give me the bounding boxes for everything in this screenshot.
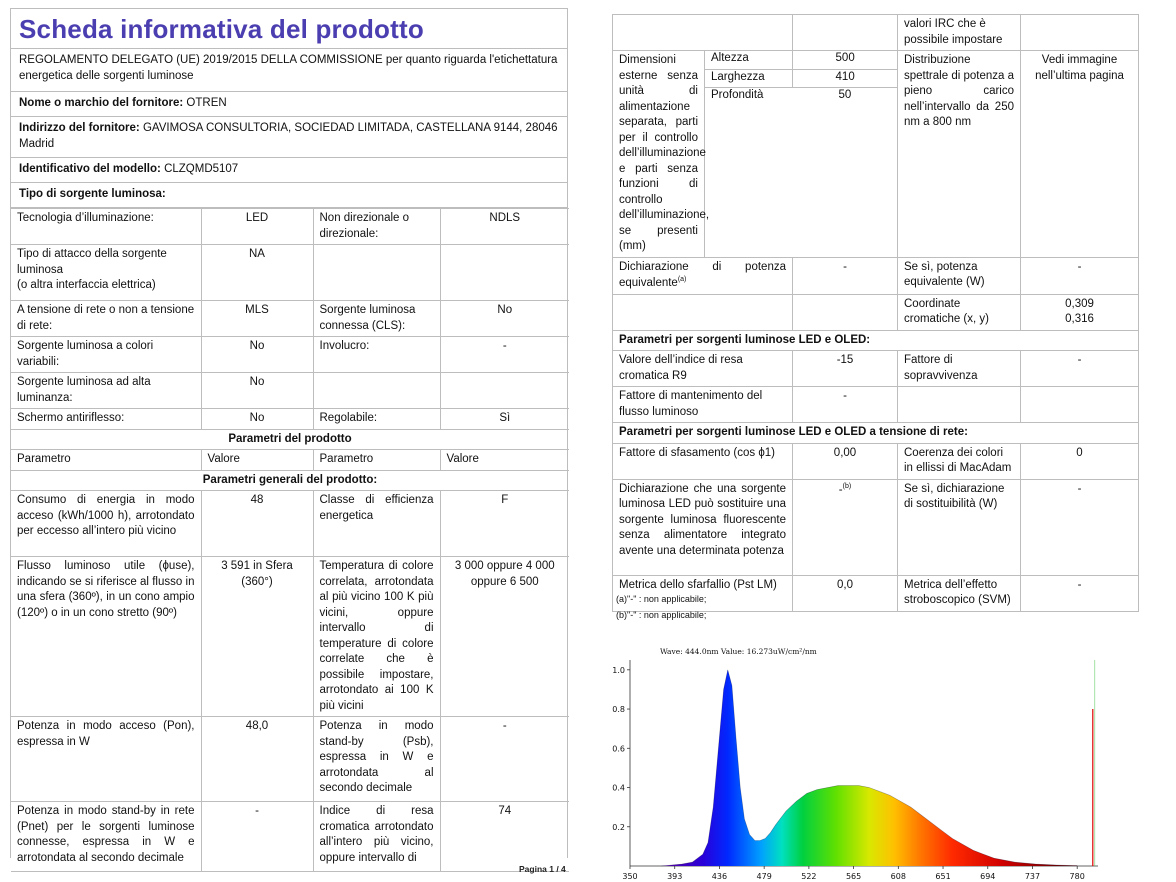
chart-title: Wave: 444.0nm Value: 16.273uW/cm²/nm [660, 647, 817, 656]
table-cell: 3 000 oppure 4 000 oppure 6 500 [440, 557, 569, 717]
table-cell: - [793, 387, 898, 423]
section-header-row [613, 423, 1139, 444]
dimension-label: Larghezza [705, 69, 793, 87]
table-row [11, 409, 569, 430]
regulation-text: REGOLAMENTO DELEGATO (UE) 2019/2015 DELLA COMMISSIONE per quanto riguarda l'etichettatura energetica delle sorgenti luminose [11, 49, 567, 92]
model-row [11, 158, 567, 183]
table-cell: Temperatura di colore correlata, arrotondata al più vicino 100 K più vicini, oppure intervallo di temperature di colore correlate che è possibile impostare, arrotondato ai 100 K più vicini [313, 557, 440, 717]
table-cell: No [201, 373, 313, 409]
column-header-row [11, 450, 569, 471]
y-tick-label: 0.8 [612, 705, 625, 715]
model-label: Identificativo del modello: [19, 163, 161, 175]
dimension-value: 410 [793, 69, 897, 87]
dimension-row [705, 51, 897, 69]
cell-text: Tipo di attacco della sorgente luminosa [17, 248, 167, 276]
table-cell: Fattore di sopravvivenza [898, 351, 1021, 387]
table-cell [1021, 15, 1139, 51]
table-cell: Se sì, dichiarazione di sostituibilità (W) [898, 479, 1021, 575]
dimension-value: 500 [793, 51, 897, 69]
table-cell [613, 15, 793, 51]
table-cell: 48 [201, 491, 313, 557]
x-tick-label: 393 [667, 872, 683, 881]
table-cell: - [440, 337, 569, 373]
model-value: CLZQMD5107 [164, 163, 239, 175]
supplier-name-value: OTREN [186, 97, 227, 109]
table-row [11, 491, 569, 557]
mains-params-heading: Parametri per sorgenti luminose LED e OLED a tensione di rete: [613, 423, 1139, 444]
table-cell: - [1021, 257, 1139, 294]
table-row [11, 337, 569, 373]
table-cell: No [201, 337, 313, 373]
table-cell: Coordinate cromatiche (x, y) [898, 294, 1021, 330]
x-tick-label: 565 [845, 872, 862, 881]
table-cell [793, 15, 898, 51]
source-type-table [11, 208, 569, 872]
x-tick-label: 522 [801, 872, 817, 881]
dimension-value: 50 [838, 88, 852, 101]
table-row [11, 717, 569, 802]
chroma-y: 0,316 [1065, 313, 1094, 326]
equivalent-power-label [613, 257, 793, 294]
equivalent-power-text: Dichiarazione di potenza equivalente [619, 260, 786, 290]
table-cell: - [201, 802, 313, 872]
table-cell: - [1021, 351, 1139, 387]
table-cell: Tecnologia d’illuminazione: [11, 209, 201, 245]
x-tick-label: 737 [1024, 872, 1041, 881]
dimension-row [705, 87, 897, 105]
table-cell: valori IRC che è possibile impostare [898, 15, 1021, 51]
table-row [613, 387, 1139, 423]
source-type-heading-text: Tipo di sorgente luminosa: [19, 188, 166, 200]
table-cell: No [201, 409, 313, 430]
section-header-row [11, 470, 569, 491]
table-row [11, 301, 569, 337]
column-header-param: Parametro [313, 450, 440, 471]
dimension-label: Altezza [705, 51, 793, 69]
continued-table [612, 14, 1139, 612]
table-cell: Potenza in modo acceso (Pon), espressa in W [11, 717, 201, 802]
table-row [11, 373, 569, 409]
y-tick-label: 0.6 [612, 744, 625, 754]
table-cell: Sorgente luminosa connessa (CLS): [313, 301, 440, 337]
x-tick-label: 608 [890, 872, 906, 881]
table-cell [793, 479, 898, 575]
y-tick-label: 0.2 [612, 822, 625, 832]
table-cell: A tensione di rete o non a tensione di rete: [11, 301, 201, 337]
y-tick-label: 0.4 [612, 783, 625, 793]
led-params-heading: Parametri per sorgenti luminose LED e OLED: [613, 330, 1139, 351]
source-type-heading [11, 183, 567, 208]
table-row [11, 802, 569, 872]
table-row [11, 209, 569, 245]
table-row [11, 557, 569, 717]
general-params-heading: Parametri generali del prodotto: [11, 470, 569, 491]
table-cell: -15 [793, 351, 898, 387]
table-cell: 0,0 [793, 575, 898, 611]
footnote-marker: (b) [842, 482, 852, 490]
dimensions-label: Dimensioni esterne senza unità di alimentazione separata, parti per il controllo dell’illuminazione e parti senza funzioni di controllo dell’illuminazione, se presenti (mm) [613, 51, 705, 258]
table-row [11, 245, 569, 301]
table-cell: Potenza in modo stand-by (Psb), espressa in W e arrotondata al secondo decimale [313, 717, 440, 802]
table-cell: Non direzionale o direzionale: [313, 209, 440, 245]
x-tick-label: 651 [935, 872, 951, 881]
table-cell [793, 294, 898, 330]
x-tick-label: 694 [980, 872, 996, 881]
table-cell: - [1021, 575, 1139, 611]
table-cell: Fattore di sfasamento (cos ϕ1) [613, 443, 793, 479]
column-header-value: Valore [440, 450, 569, 471]
table-row [613, 443, 1139, 479]
table-cell: 3 591 in Sfera (360°) [201, 557, 313, 717]
cell-subtext: (o altra interfaccia elettrica) [17, 279, 156, 292]
table-cell: No [440, 301, 569, 337]
table-cell: 0,00 [793, 443, 898, 479]
supplier-name-row [11, 92, 567, 117]
x-tick-label: 780 [1069, 872, 1085, 881]
table-cell: - [793, 257, 898, 294]
table-cell: Schermo antiriflesso: [11, 409, 201, 430]
table-cell: Indice di resa cromatica arrotondato all’intero più vicino, oppure intervallo di [313, 802, 440, 872]
table-cell [440, 245, 569, 301]
table-cell: Sorgente luminosa ad alta luminanza: [11, 373, 201, 409]
table-cell [898, 387, 1021, 423]
table-cell [1021, 387, 1139, 423]
table-cell [440, 373, 569, 409]
footnote-marker: (a) [677, 276, 687, 284]
column-header-value: Valore [201, 450, 313, 471]
section-header-row [11, 429, 569, 450]
page-number: Pagina 1 / 4 [519, 864, 566, 874]
table-cell: Consumo di energia in modo acceso (kWh/1000 h), arrotondato per eccesso all’intero più vicino [11, 491, 201, 557]
table-cell: 74 [440, 802, 569, 872]
table-cell: 0 [1021, 443, 1139, 479]
table-cell: Metrica dell’effetto stroboscopico (SVM) [898, 575, 1021, 611]
table-cell: Sorgente luminosa a colori variabili: [11, 337, 201, 373]
table-cell [613, 294, 793, 330]
table-cell: MLS [201, 301, 313, 337]
table-cell: - [1021, 479, 1139, 575]
table-cell: Valore dell’indice di resa cromatica R9 [613, 351, 793, 387]
table-row [613, 51, 1139, 258]
product-params-heading: Parametri del prodotto [11, 429, 569, 450]
dimensions-cell [705, 51, 898, 258]
table-cell: 48,0 [201, 717, 313, 802]
table-cell: Classe di efficienza energetica [313, 491, 440, 557]
spectral-distribution-chart [600, 640, 1160, 882]
dimension-label: Profondità [711, 88, 764, 101]
column-header-param: Parametro [11, 450, 201, 471]
supplier-address-value: GAVIMOSA CONSULTORIA, SOCIEDAD LIMITADA, CASTELLANA 9144, 28046 Madrid [19, 122, 558, 150]
cell-value: - [838, 483, 843, 496]
table-cell: LED [201, 209, 313, 245]
table-cell: Metrica dello sfarfallio (Pst LM) [613, 575, 793, 611]
table-row [613, 15, 1139, 51]
table-cell: Fattore di mantenimento del flusso luminoso [613, 387, 793, 423]
table-cell: Involucro: [313, 337, 440, 373]
table-row [613, 351, 1139, 387]
table-row [613, 294, 1139, 330]
spectral-label: Distribuzione spettrale di potenza a pieno carico nell’intervallo da 250 nm a 800 nm [898, 51, 1021, 258]
table-cell [313, 373, 440, 409]
supplier-name-label: Nome o marchio del fornitore: [19, 97, 184, 109]
table-cell: Se sì, potenza equivalente (W) [898, 257, 1021, 294]
spectrum-area [661, 670, 1077, 866]
plot-area [612, 660, 1098, 881]
supplier-address-label: Indirizzo del fornitore: [19, 122, 140, 134]
footnote-b: (b)"-" : non applicabile; [616, 610, 707, 620]
table-cell: Regolabile: [313, 409, 440, 430]
page-title: Scheda informativa del prodotto [11, 9, 567, 49]
table-cell [11, 245, 201, 301]
dimension-row [705, 69, 897, 87]
table-cell: Potenza in modo stand-by in rete (Pnet) per le sorgenti luminose connesse, espressa in W e arrotondata al secondo decimale [11, 802, 201, 872]
table-cell: NA [201, 245, 313, 301]
footnotes [616, 592, 706, 624]
table-cell: Sì [440, 409, 569, 430]
table-cell: Dichiarazione che una sorgente luminosa LED può sostituire una sorgente luminosa fluorescente senza alimentatore integrato avente una determinata potenza [613, 479, 793, 575]
x-tick-label: 479 [756, 872, 772, 881]
spectral-value: Vedi immagine nell’ultima pagina [1021, 51, 1139, 258]
table-cell: NDLS [440, 209, 569, 245]
table-cell: Coerenza dei colori in ellissi di MacAdam [898, 443, 1021, 479]
x-tick-label: 350 [622, 872, 638, 881]
table-cell [313, 245, 440, 301]
chroma-x: 0,309 [1065, 297, 1094, 310]
table-cell: F [440, 491, 569, 557]
supplier-address-row [11, 117, 567, 158]
table-row [613, 257, 1139, 294]
dimensions-table [705, 51, 897, 105]
y-tick-label: 1.0 [612, 665, 625, 675]
table-cell: Flusso luminoso utile (ϕuse), indicando se si riferisce al flusso in una sfera (360º), in un cono ampio (120º) o in un cono stretto (90º) [11, 557, 201, 717]
chroma-values [1021, 294, 1139, 330]
x-tick-label: 436 [711, 872, 728, 881]
footnote-a: (a)"-" : non applicabile; [616, 594, 707, 604]
product-sheet-page-1 [10, 8, 568, 864]
section-header-row [613, 330, 1139, 351]
table-row [613, 479, 1139, 575]
table-cell: - [440, 717, 569, 802]
